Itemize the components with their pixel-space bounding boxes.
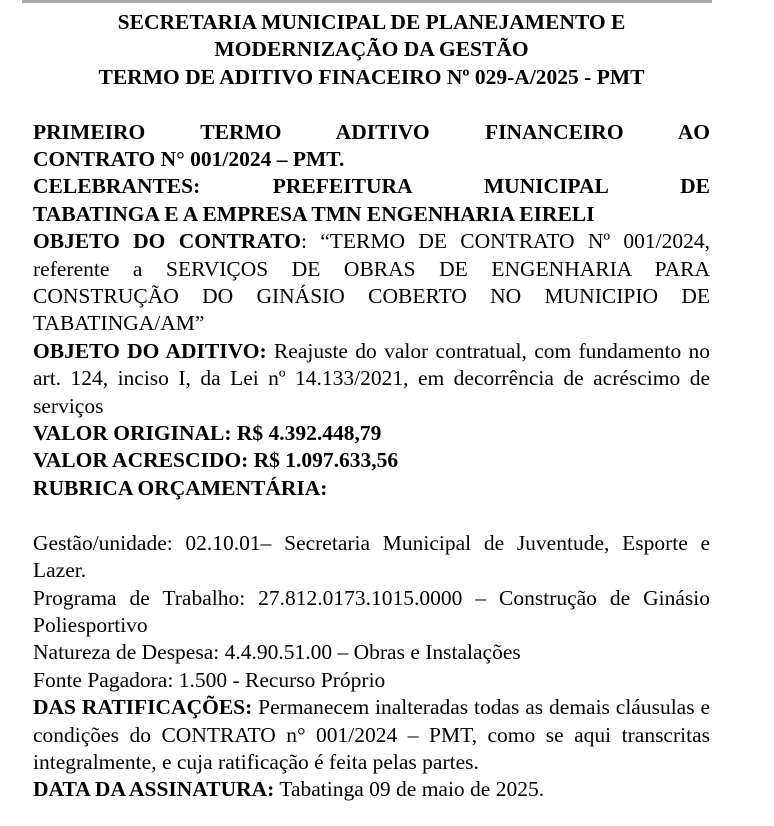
valor-original: VALOR ORIGINAL: R$ 4.392.448,79 [33,421,382,446]
title-line2: CONTRATO N° 001/2024 – PMT. [33,147,345,172]
header-termo-title: TERMO DE ADITIVO FINACEIRO Nº 029-A/2025 - PMT [98,64,645,89]
celebrantes-line1 [33,173,710,200]
celebrantes-label: CELEBRANTES: [33,174,201,199]
objeto-aditivo-text: Reajuste do valor contratual, com fundamento no art. 124, inciso I, da Lei nº 14.133/2021, em decorrência de acréscimo de serviços [33,338,711,418]
assinatura-section [33,776,710,803]
spacer [33,91,710,118]
celebrantes-parties-part1: PREFEITURA MUNICIPAL DE [272,174,711,199]
celebrantes-line2: TABATINGA E A EMPRESA TMN ENGENHARIA EIRELI [33,201,595,226]
top-divider [22,0,712,3]
title-line1: PRIMEIRO TERMO ADITIVO FINANCEIRO AO [33,119,710,144]
ratificacoes-label: DAS RATIFICAÇÕES: [33,695,253,720]
document-body [33,9,710,804]
header-secretaria-line2: MODERNIZAÇÃO DA GESTÃO [214,37,529,62]
ratificacoes-section [33,694,710,776]
header-secretaria-line1: SECRETARIA MUNICIPAL DE PLANEJAMENTO E [117,10,626,34]
rubrica-fonte: Fonte Pagadora: 1.500 - Recurso Próprio [33,667,386,692]
rubrica-natureza: Natureza de Despesa: 4.4.90.51.00 – Obras e Instalações [33,640,521,665]
objeto-contrato-label: OBJETO DO CONTRATO [33,229,301,254]
assinatura-text: Tabatinga 09 de maio de 2025. [274,777,545,802]
ratificacoes-text: Permanecem inalteradas todas as demais cláusulas e condições do CONTRATO n° 001/2024 – PMT, como se aqui transcritas integralmente, e cuja ratificação é feita pelas partes. [33,695,710,774]
objeto-aditivo-label: OBJETO DO ADITIVO: [33,338,267,363]
rubrica-gestao: Gestão/unidade: 02.10.01– Secretaria Municipal de Juventude, Esporte e Lazer. [33,530,710,583]
assinatura-label: DATA DA ASSINATURA: [33,777,275,802]
valor-acrescido: VALOR ACRESCIDO: R$ 1.097.633,56 [33,448,399,473]
document-header [33,9,710,91]
objeto-contrato-text: : “TERMO DE CONTRATO Nº 001/2024, referente a SERVIÇOS DE OBRAS DE ENGENHARIA PARA CONSTRUÇÃO DO GINÁSIO COBERTO NO MUNICIPIO DE TABATINGA/AM” [33,229,710,336]
objeto-aditivo-section [33,338,710,420]
spacer [33,502,710,529]
rubrica-label: RUBRICA ORÇAMENTÁRIA: [33,475,328,500]
objeto-contrato-section [33,228,710,338]
rubrica-programa: Programa de Trabalho: 27.812.0173.1015.0000 – Construção de Ginásio Poliesportivo [33,585,710,637]
